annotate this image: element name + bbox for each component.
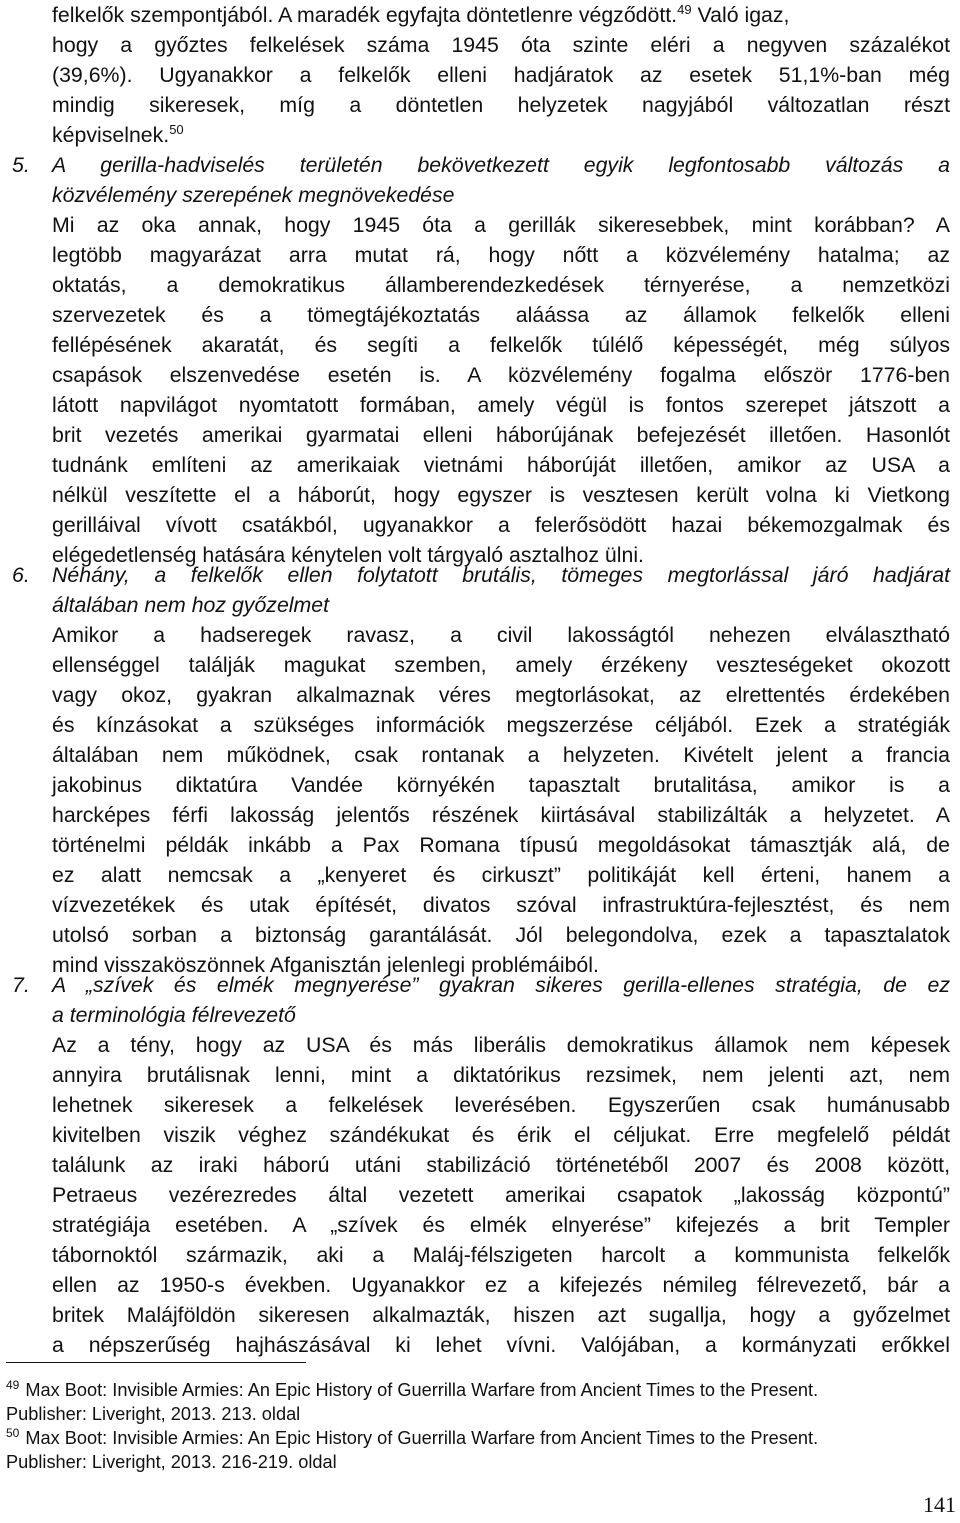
text-line: lehetnek sikeresek a felkelések leverésében. Egyszerűen csak humánusabb <box>52 1093 950 1117</box>
page-number: 141 <box>923 1492 956 1517</box>
text-line: gerilláival vívott csatákból, ugyanakkor a felerősödött hazai békemozgalmak és <box>52 513 950 537</box>
text-line: Petraeus vezérezredes által vezetett amerikai csapatok „lakosság központú” <box>52 1183 950 1207</box>
footnote-ref-50: 50 <box>169 122 184 137</box>
section-6-heading: általában nem hoz győzelmet <box>52 593 330 617</box>
section-5-heading: közvélemény szerepének megnövekedése <box>52 183 455 207</box>
text-line: Az a tény, hogy az USA és más liberális demokratikus államok nem képesek <box>52 1033 950 1057</box>
text-line: tábornoktól származik, aki a Maláj-félszigeten harcolt a kommunista felkelők <box>52 1243 950 1267</box>
text-line: vízvezetékek és utak építését, divatos szóval infrastruktúra-fejlesztést, és nem <box>52 893 950 917</box>
section-5 <box>52 150 950 570</box>
text-line: (39,6%). Ugyanakkor a felkelők elleni hadjáratok az esetek 51,1%-ban még <box>52 63 950 87</box>
section-7-heading: A „szívek és elmék megnyerése” gyakran sikeres gerilla-ellenes stratégia, de ez <box>52 973 950 997</box>
footnote-number: 49 <box>6 1378 20 1392</box>
text-line: elégedetlenség hatására kénytelen volt tárgyaló asztalhoz ülni. <box>52 543 644 567</box>
text-line: mindig sikeresek, míg a döntetlen helyzetek nagyjából változatlan részt <box>52 93 950 117</box>
footnote-text: Max Boot: Invisible Armies: An Epic History of Guerrilla Warfare from Ancient Times to the Present. <box>25 1380 819 1400</box>
footnote-50-cont: Publisher: Liveright, 2013. 216-219. oldal <box>6 1452 337 1472</box>
text-line: vagy okoz, gyakran alkalmaznak véres megtorlásokat, az elrettentés érdekében <box>52 683 950 707</box>
intro-paragraph <box>52 0 950 150</box>
section-7 <box>52 970 950 1360</box>
text-line: általában nem működnek, csak rontanak a helyzeten. Kivételt jelent a francia <box>52 743 950 767</box>
text-line: fellépésének akaratát, és segíti a felkelők túlélő képességét, még súlyos <box>52 333 950 357</box>
text-line: a népszerűség hajhászásával ki lehet vívni. Valójában, a kormányzati erőkkel <box>52 1333 950 1357</box>
text-line: harcképes férfi lakosság jelentős részének kiirtásával stabilizálták a helyzetet. A <box>52 803 950 827</box>
section-6 <box>52 560 950 980</box>
text-line: tudnánk említeni az amerikaiak vietnámi háborúját illetően, amikor az USA a <box>52 453 950 477</box>
text-line: Amikor a hadseregek ravasz, a civil lakosságtól nehezen elválasztható <box>52 623 950 647</box>
text-line: Mi az oka annak, hogy 1945 óta a gerillák sikeresebbek, mint korábban? A <box>52 213 950 237</box>
text-line: ellen az 1950-s években. Ugyanakkor ez a kifejezés némileg félrevezető, bár a <box>52 1273 950 1297</box>
text-line: mind visszaköszönnek Afganisztán jelenlegi problémáiból. <box>52 953 599 977</box>
section-5-heading: A gerilla-hadviselés területén bekövetkezett egyik legfontosabb változás a <box>52 153 950 177</box>
text-line: hogy a győztes felkelések száma 1945 óta szinte eléri a negyven százalékot <box>52 33 950 57</box>
text-line: jakobinus diktatúra Vandée környékén tapasztalt brutalitása, amikor is a <box>52 773 950 797</box>
text-line: és kínzásokat a szükséges információk megszerzése céljából. Ezek a stratégiák <box>52 713 950 737</box>
text-line: brit vezetés amerikai gyarmatai elleni háborújának befejezését illetően. Hasonlót <box>52 423 950 447</box>
section-7-number: 7. <box>12 973 30 997</box>
footnote-text: Max Boot: Invisible Armies: An Epic History of Guerrilla Warfare from Ancient Times to the Present. <box>25 1428 819 1448</box>
text-line: nélkül veszítette el a háborút, hogy egyszer is vesztesen került volna ki Vietkong <box>52 483 950 507</box>
section-7-heading: a terminológia félrevezető <box>52 1003 296 1027</box>
text-line: látott napvilágot nyomtatott formában, amely végül is fontos szerepet játszott a <box>52 393 950 417</box>
text-line: stratégiája esetében. A „szívek és elmék elnyerése” kifejezés a brit Templer <box>52 1213 950 1237</box>
text-line: oktatás, a demokratikus államberendezkedések térnyerése, a nemzetközi <box>52 273 950 297</box>
footnote-50 <box>6 1426 956 1450</box>
text-line: történelmi példák inkább a Pax Romana típusú megoldásokat támasztják alá, de <box>52 833 950 857</box>
footnote-49-cont: Publisher: Liveright, 2013. 213. oldal <box>6 1404 301 1424</box>
footnote-divider <box>6 1362 306 1363</box>
text-line: csapások elszenvedése esetén is. A közvélemény fogalma először 1776-ben <box>52 363 950 387</box>
section-6-number: 6. <box>12 563 30 587</box>
text-line: kivitelben viszik véghez szándékukat és érik el céljukat. Erre megfelelő példát <box>52 1123 950 1147</box>
text-line: ez alatt nemcsak a „kenyeret és cirkuszt” politikáját kell érteni, hanem a <box>52 863 950 887</box>
text-line: legtöbb magyarázat arra mutat rá, hogy nőtt a közvélemény hatalma; az <box>52 243 950 267</box>
text-line: britek Malájföldön sikeresen alkalmazták, hiszen azt sugallja, hogy a győzelmet <box>52 1303 950 1327</box>
text-line: ellenséggel találják magukat szemben, amely érzékeny veszteségeket okozott <box>52 653 950 677</box>
text-line: képviselnek.$^{50}$ <box>52 122 184 147</box>
footnotes <box>6 1378 956 1474</box>
text-line: szervezetek és a tömegtájékoztatás aláássa az államok felkelők elleni <box>52 303 950 327</box>
footnote-ref-49: 49 <box>677 2 692 17</box>
section-6-heading: Néhány, a felkelők ellen folytatott brutális, tömeges megtorlással járó hadjárat <box>52 563 950 587</box>
footnote-number: 50 <box>6 1426 20 1440</box>
section-5-number: 5. <box>12 153 30 177</box>
text-line: felkelők szempontjából. A maradék egyfajta döntetlenre végződött.$^{49}$ Való igaz, <box>52 2 790 27</box>
footnote-49 <box>6 1378 956 1402</box>
text-line: utolsó sorban a biztonság garantálását. Jól belegondolva, ezek a tapasztalatok <box>52 923 950 947</box>
text-line: találunk az iraki háború utáni stabilizáció történetéből 2007 és 2008 között, <box>52 1153 950 1177</box>
text-line: annyira brutálisnak lenni, mint a diktatórikus rezsimek, nem jelenti azt, nem <box>52 1063 950 1087</box>
